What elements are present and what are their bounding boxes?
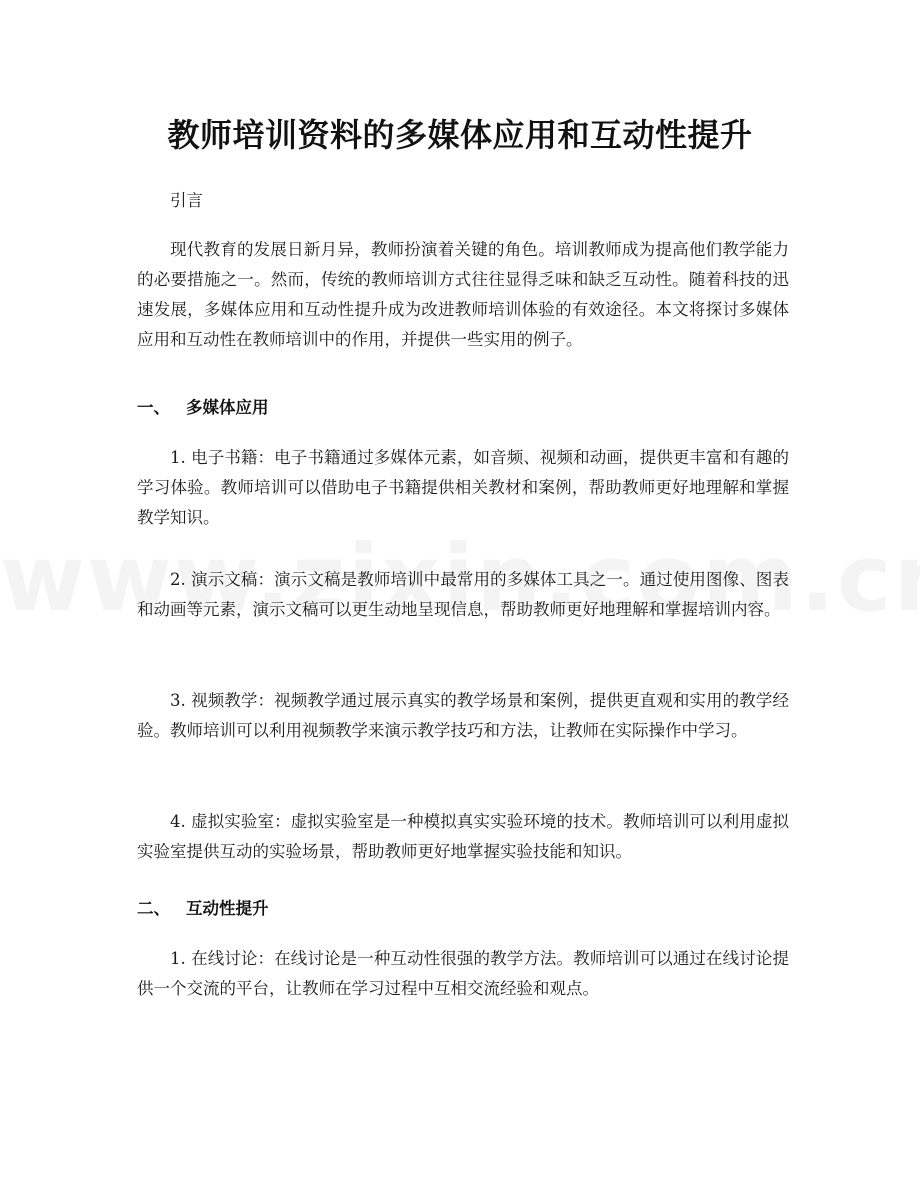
list-item-virtual-lab: 4. 虚拟实验室：虚拟实验室是一种模拟真实实验环境的技术。教师培训可以利用虚拟实验室提供互动的实验场景，帮助教师更好地掌握实验技能和知识。	[137, 812, 789, 861]
section-heading-interactivity	[137, 894, 269, 924]
list-item-video-teaching: 3. 视频教学：视频教学通过展示真实的教学场景和案例，提供更直观和实用的教学经验。教师培训可以利用视频教学来演示教学技巧和方法，让教师在实际操作中学习。	[137, 691, 789, 740]
list-item-presentation: 2. 演示文稿：演示文稿是教师培训中最常用的多媒体工具之一。通过使用图像、图表和动画等元素，演示文稿可以更生动地呈现信息，帮助教师更好地理解和掌握培训内容。	[137, 570, 789, 619]
section-heading-multimedia	[137, 393, 269, 423]
list-item-ebook: 1. 电子书籍：电子书籍通过多媒体元素，如音频、视频和动画，提供更丰富和有趣的学习体验。教师培训可以借助电子书籍提供相关教材和案例，帮助教师更好地理解和掌握教学知识。	[137, 448, 789, 527]
list-item-online-discussion: 1. 在线讨论：在线讨论是一种互动性很强的教学方法。教师培训可以通过在线讨论提供一个交流的平台，让教师在学习过程中互相交流经验和观点。	[137, 949, 789, 998]
section-number: 一、	[137, 398, 170, 417]
document-title: 教师培训资料的多媒体应用和互动性提升	[167, 116, 753, 154]
section-number: 二、	[137, 899, 170, 918]
intro-label: 引言	[170, 191, 203, 210]
intro-paragraph: 现代教育的发展日新月异，教师扮演着关键的角色。培训教师成为提高他们教学能力的必要措施之一。然而，传统的教师培训方式往往显得乏味和缺乏互动性。随着科技的迅速发展，多媒体应用和互动性提升成为改进教师培训体验的有效途径。本文将探讨多媒体应用和互动性在教师培训中的作用，并提供一些实用的例子。	[137, 240, 789, 349]
section-title: 多媒体应用	[186, 398, 269, 417]
section-title: 互动性提升	[186, 899, 269, 918]
